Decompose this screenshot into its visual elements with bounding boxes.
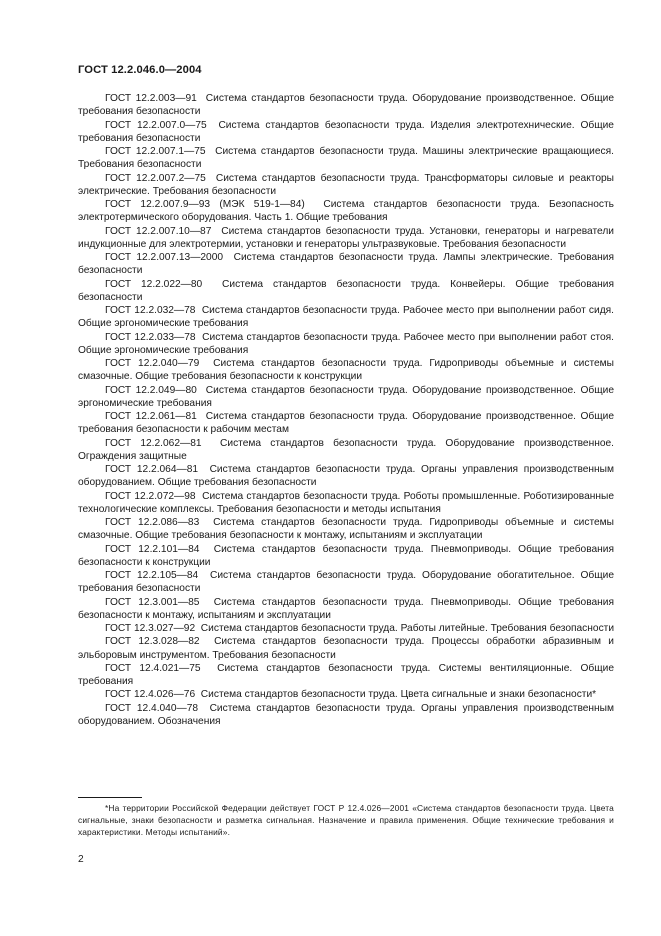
normative-references-list [78, 92, 614, 728]
reference-item [78, 437, 614, 464]
reference-title: Система стандартов безопасности труда. Роботы промышленные. Роботизированные технологические комплексы. Требования безопасности и методы испытания [78, 490, 614, 515]
reference-code: ГОСТ 12.3.028—82 [105, 636, 200, 648]
reference-item [78, 569, 614, 596]
reference-code: ГОСТ 12.2.101—84 [105, 543, 200, 555]
reference-item [78, 357, 614, 384]
reference-item [78, 331, 614, 358]
reference-code: ГОСТ 12.2.007.10—87 [105, 225, 212, 237]
reference-code: ГОСТ 12.2.064—81 [105, 464, 199, 475]
reference-code: ГОСТ 12.2.022—80 [105, 278, 203, 290]
reference-code: ГОСТ 12.2.086—83 [105, 517, 200, 528]
reference-code: ГОСТ 12.2.033—78 [105, 331, 196, 343]
reference-item [78, 622, 614, 635]
reference-title: Система стандартов безопасности труда. Органы управления производственным оборудованием. Обозначения [78, 702, 614, 727]
reference-title: Система стандартов безопасности труда. Изделия электротехнические. Общие требования безопасности [78, 119, 614, 144]
footnote-text: *На территории Российской Федерации действует ГОСТ Р 12.4.026—2001 «Система стандартов безопасности труда. Цвета сигнальные, знаки безопасности и разметка сигнальная. Назначение и правила применения. Общие технические требования и характеристики. Методы испытаний». [78, 803, 614, 837]
reference-title: Система стандартов безопасности труда. Гидроприводы объемные и системы смазочные. Общие требования безопасности к конструкции [78, 358, 614, 383]
footnote-divider [78, 797, 142, 798]
reference-title: Система стандартов безопасности труда. Машины электрические вращающиеся. Требования безопасности [78, 146, 614, 171]
reference-item [78, 172, 614, 199]
reference-title: Система стандартов безопасности труда. Рабочее место при выполнении работ стоя. Общие эргономические требования [78, 331, 614, 356]
reference-code: ГОСТ 12.2.049—80 [105, 384, 197, 396]
reference-title: Система стандартов безопасности труда. Рабочее место при выполнении работ сидя. Общие эргономические требования [78, 305, 614, 330]
reference-title: Система стандартов безопасности труда. Пневмоприводы. Общие требования безопасности к монтажу, испытаниям и эксплуатации [78, 596, 614, 621]
reference-title: Система стандартов безопасности труда. Цвета сигнальные и знаки безопасности* [200, 689, 597, 701]
reference-code: ГОСТ 12.3.001—85 [105, 596, 200, 608]
reference-item [78, 119, 614, 146]
reference-code: ГОСТ 12.2.007.9—93 (МЭК 519-1—84) [105, 199, 305, 210]
reference-code: ГОСТ 12.2.032—78 [105, 305, 196, 316]
reference-item [78, 635, 614, 662]
reference-code: ГОСТ 12.3.027—92 [105, 623, 196, 634]
reference-title: Система стандартов безопасности труда. Лампы электрические. Требования безопасности [78, 252, 614, 277]
reference-title: Система стандартов безопасности труда. Конвейеры. Общие требования безопасности [78, 278, 614, 303]
reference-title: Система стандартов безопасности труда. Пневмоприводы. Общие требования безопасности к конструкции [78, 543, 614, 568]
reference-item [78, 304, 614, 331]
reference-item [78, 490, 614, 517]
reference-item [78, 516, 614, 543]
reference-title: Система стандартов безопасности труда. Оборудование производственное. Общие требования безопасности [78, 93, 614, 118]
reference-item [78, 278, 614, 305]
reference-title: Система стандартов безопасности труда. Работы литейные. Требования безопасности [200, 623, 615, 634]
reference-item [78, 384, 614, 411]
reference-item [78, 702, 614, 729]
reference-item [78, 92, 614, 119]
reference-code: ГОСТ 12.2.007.13—2000 [105, 252, 224, 263]
reference-item [78, 463, 614, 490]
reference-item [78, 198, 614, 225]
reference-item [78, 543, 614, 570]
reference-code: ГОСТ 12.4.040—78 [105, 702, 199, 714]
reference-item [78, 251, 614, 278]
reference-code: ГОСТ 12.4.026—76 [105, 689, 196, 701]
reference-item [78, 662, 614, 689]
reference-code: ГОСТ 12.2.062—81 [105, 437, 202, 449]
reference-code: ГОСТ 12.2.061—81 [105, 411, 197, 422]
reference-code: ГОСТ 12.2.007.1—75 [105, 146, 206, 157]
footnote [78, 803, 614, 838]
reference-code: ГОСТ 12.2.007.2—75 [105, 172, 206, 184]
reference-title: Система стандартов безопасности труда. Гидроприводы объемные и системы смазочные. Общие требования безопасности к монтажу, испытаниям и эксплуатации [78, 517, 614, 542]
reference-title: Система стандартов безопасности труда. Трансформаторы силовые и реакторы электрические. Требования безопасности [78, 172, 614, 197]
reference-code: ГОСТ 12.2.040—79 [105, 358, 200, 369]
reference-title: Система стандартов безопасности труда. Оборудование производственное. Общие эргономические требования [78, 384, 614, 409]
reference-title: Система стандартов безопасности труда. Оборудование производственное. Общие требования безопасности к рабочим местам [78, 411, 614, 436]
reference-title: Система стандартов безопасности труда. Установки, генераторы и нагреватели индукционные для электротермии, установки и генераторы ультразвуковые. Требования безопасности [78, 225, 614, 250]
reference-item [78, 596, 614, 623]
page-number: 2 [78, 854, 84, 865]
reference-item [78, 410, 614, 437]
page-header: ГОСТ 12.2.046.0—2004 [78, 64, 202, 76]
reference-title: Система стандартов безопасности труда. Безопасность электротермического оборудования. Часть 1. Общие требования [78, 199, 614, 224]
reference-title: Система стандартов безопасности труда. Органы управления производственным оборудованием. Общие требования безопасности [78, 464, 614, 489]
reference-code: ГОСТ 12.2.007.0—75 [105, 119, 207, 131]
reference-item [78, 225, 614, 252]
reference-title: Система стандартов безопасности труда. Системы вентиляционные. Общие требования [78, 662, 614, 687]
reference-title: Система стандартов безопасности труда. Оборудование производственное. Ограждения защитные [78, 437, 614, 462]
reference-code: ГОСТ 12.2.105—84 [105, 570, 199, 581]
reference-code: ГОСТ 12.4.021—75 [105, 662, 201, 674]
reference-item [78, 688, 614, 701]
reference-title: Система стандартов безопасности труда. Процессы обработки абразивным и эльборовым инструментом. Требования безопасности [78, 636, 614, 661]
reference-code: ГОСТ 12.2.072—98 [105, 490, 196, 502]
reference-item [78, 145, 614, 172]
reference-title: Система стандартов безопасности труда. Оборудование обогатительное. Общие требования безопасности [78, 570, 614, 595]
reference-code: ГОСТ 12.2.003—91 [105, 93, 197, 104]
